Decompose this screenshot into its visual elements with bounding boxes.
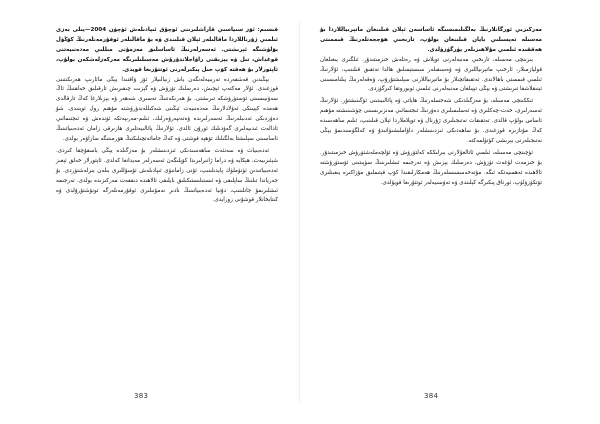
right-paragraph: بىرىنچى مەسىلە، تارىخىي مەنبەلەرنى توپلاش ۋە رەتلەش خىزمىتىدۇر. ئىلگىرى يىغىلغان قوليازمىلار، ئارخىپ ماتېرىياللىرى ۋە ۋەسىقىلەر سىستېمىلىق ھالدا تەتقىق قىلىنىپ، ئۇلارنىڭ ئىلمىي قىممىتى باھالاندى. تەتقىقاتچىلار بۇ ماتېرىياللارنى سېلىشتۇرۇپ، ۋەقەلەرنىڭ يىلنامىسىنى ئېنىقلاشقا تىرىشتى ۋە يېڭى تېپىلغان مەنبەلەرنى ئىلمىي ئوبوروتقا كىرگۈزدى. [320,56,542,93]
page-number-right: 384 [424,392,439,400]
right-paragraph: ئۈچىنچى مەسىلە، ئىلمىي ئاتالغۇلارنى بىرلىككە كەلتۈرۈش ۋە ئۆلچەملەشتۈرۈش خىزمىتىدۇر. بۇ خىزمەت لۇغەت تۈزۈش، دەرسلىك يېزىش ۋە تەرجىمە ئىشلىرىنىڭ سۈپىتىنى ئۆستۈرۈشتە ئالاھىدە ئەھمىيەتكە ئىگە. مۇتەخەسسىسلەرنىڭ ھەمكارلىقىدا كۆپ قېتىملىق مۇزاكىرە يىغىنلىرى ئۆتكۈزۈلۈپ، ئورتاق پىكىرگە كېلىندى ۋە تەۋسىيەلەر ئوتتۇرىغا قويۇلدى. [320,149,542,186]
left-paragraph: ئەدەبىيات ۋە سەنئەت ساھەسىدىكى ئىزدىنىشلەر بۇ مەزگىلدە يېڭى باسقۇچقا كىردى. شېئىرىيەت، ھېكايە ۋە دراما ژانىرلىرىدا كۆپلىگەن ئەسەرلەر مەيدانغا كەلدى. ئاپتورلار خەلق ئېغىز ئەدەبىياتىدىن ئۈنۈملۈك پايدىلىنىپ، ئۇنى زامانىۋى ئىپادىلەش ئۇسۇللىرى بىلەن بىرلەشتۈردى. بۇ جەرياندا تىلنىڭ ساپلىقى ۋە ئىستىلىستىكىلىق بايلىقى ئالاھىدە دىققەت مەركىزىدە بولدى. تەرجىمە ئىشلىرىمۇ جانلىنىپ، دۇنيا ئەدەبىياتىنىڭ نادىر نەمۇنىلىرى ئوقۇرمەنلەرگە تونۇشتۇرۇلدى ۋە كىتابخانلار قوشۇنى زورايدى. [56,147,278,204]
left-paragraph: قىسىم: ئۆز سىياسىي قاراشلىرىنى ئوچۇق ئىپادىلەش ئۈچۈن 2004—يىلى بەزى ئىلمىي ژۇرناللاردا ماقالىلەر ئېلان قىلىندى ۋە بۇ ماقالىلەر ئوقۇرمەنلەرنىڭ كۆڭۈل بۆلۈشىگە ئېرىشتى. ئەسەرلەرنىڭ ئاساسلىق مەزمۇنى مىللىي مەدەنىيەتنى قوغداش، تىل ۋە يېزىقنى راۋاجلاندۇرۇش مەسىلىلىرىگە مەركەزلەشكەن بولۇپ، ئاپتورلار بۇ ھەقتە كۆپ خىل پىكىرلەرنى ئوتتۇرىغا قويدى. [56,27,278,73]
right-paragraph: ئىككىنچى مەسىلە، بۇ مەزگىلدىكى شەخسلەرنىڭ ھاياتى ۋە پائالىيىتىنى ئۆگىنىشتۇر. ئۇلارنىڭ ئەسەرلىرى، خەت-چەكلىرى ۋە ئەسلىمىلىرى دەۋرنىڭ ئىجتىمائىي مەنزىرىسىنى چۈشىنىشتە مۇھىم ئاساس بولۇپ قالدى. تەتقىقات نەتىجىلىرى ژۇرنال ۋە توپلاملاردا ئېلان قىلىنىپ، ئىلىم ساھەسىدە كەڭ مۇنازىرە قوزغىدى. بۇ ساھەدىكى ئىزدىنىشلەر داۋاملىشىۋاتىدۇ ۋە كەلگۈسىدىمۇ يېڭى نەتىجىلەرنى بېرىشى كۈتۈلمەكتە. [320,98,542,144]
page-number-left: 383 [134,392,149,400]
left-text-column [56,26,278,206]
right-text-column [320,26,542,189]
right-paragraph: مەركىزىي ئورگانلارنىڭ بەلگىلىمىسىگە ئاساسەن ئېلان قىلىنغان ماتېرىياللاردا بۇ مەسىلە تەپسىلىي بايان قىلىنغان بولۇپ، تارىخىي ھۆججەتلەرنىڭ قىممىتى ھەققىدە ئىلمىي مۇلاھىزىلەر يۈرگۈزۈلدى. [320,27,542,53]
left-paragraph: يېڭىدىن قەشقەردە تەربىيەلەنگەن ياش زىيالىيلار ئۆز ۋاقتىدا يېڭى مائارىپ ھەرىكىتىنى قوزغىدى. ئۇلار مەكتەپ ئېچىش، دەرسلىك تۈزۈش ۋە گېزىت چىقىرىش ئارقىلىق خەلقنىڭ ئاڭ سەۋىيىسىنى ئۆستۈرۈشكە تىرىشتى. بۇ ھەرىكەتنىڭ تەسىرى شەھەر ۋە يېزىلارغا كەڭ تارقالدى ھەمدە كېيىنكى ئەۋلادلارنىڭ مەدەنىيەت ئېڭىنى شەكىللەندۈرۈشتە مۇھىم رول ئوينىدى. شۇ دەۋردىكى ئەدىبلەرنىڭ ئەسەرلىرىدە ۋەتەنپەرۋەرلىك، ئىلىم-مەرىپەتكە ئۈندەش ۋە ئىجتىمائىي ئادالەت ئىدىيەلىرى گەۋدىلىك ئورۇن ئالدى. ئۇلارنىڭ پائالىيەتلىرى ھازىرقى زامان ئەدەبىياتىنىڭ ئاساسىنى سېلىشتا بەلگىلىك تۆھپە قوشتى ۋە كەڭ جامائەتچىلىكنىڭ ھۆرمىتىگە سازاۋەر بولدى. [56,76,278,142]
right-page [300,0,600,424]
